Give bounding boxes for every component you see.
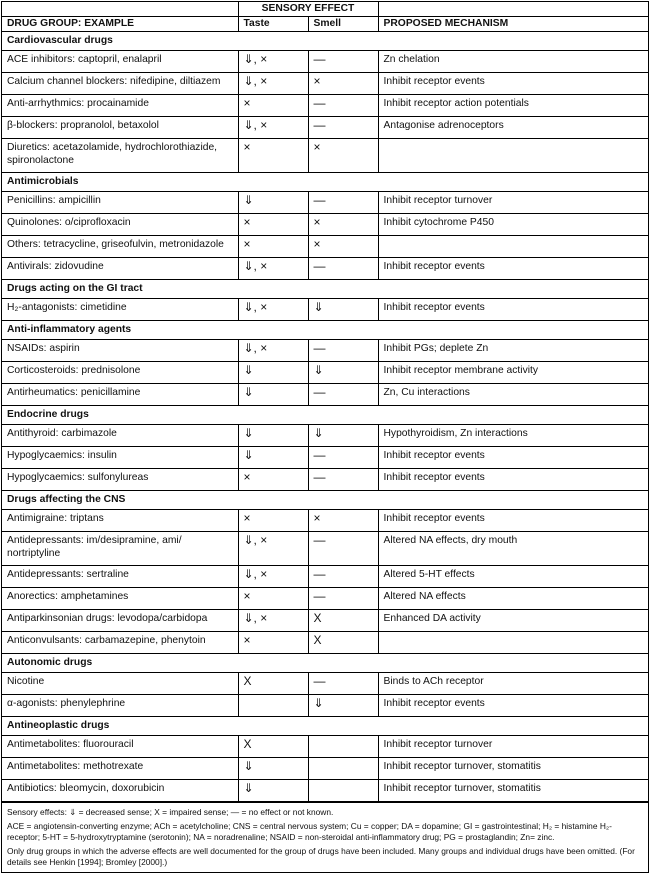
footnote-abbreviations: ACE = angiotensin-converting enzyme; ACh = acetylcholine; CNS = central nervous system; Cu = copper; DA = dopamine; GI = gastrointestinal; H₂ = histamine H₂-receptor; 5-HT = 5-hydroxytryptamine (serotonin); NA = noradrenaline; NSAID = non-steroidal anti-inflammatory drug; PG = prostaglandin; Zn= zinc.	[7, 821, 612, 842]
table-row	[2, 566, 648, 588]
mechanism-cell: Inhibit receptor events	[378, 695, 648, 717]
taste-cell: ⇓, ×	[238, 73, 308, 95]
section-title: Autonomic drugs	[2, 654, 648, 673]
drug-cell: Anti-arrhythmics: procainamide	[2, 95, 238, 117]
section-header-row	[2, 173, 648, 192]
drug-cell: α-agonists: phenylephrine	[2, 695, 238, 717]
section-title: Drugs acting on the GI tract	[2, 280, 648, 299]
mechanism-cell: Inhibit receptor events	[378, 258, 648, 280]
taste-cell: ×	[238, 95, 308, 117]
drug-cell: Hypoglycaemics: insulin	[2, 447, 238, 469]
mechanism-cell: Inhibit receptor turnover, stomatitis	[378, 780, 648, 802]
drug-cell: Antimigraine: triptans	[2, 510, 238, 532]
mechanism-cell: Binds to ACh receptor	[378, 673, 648, 695]
drug-cell: Antidepressants: im/desipramine, ami/ nortriptyline	[2, 532, 238, 566]
section-header-row	[2, 280, 648, 299]
drug-cell: Antithyroid: carbimazole	[2, 425, 238, 447]
drug-cell: Antivirals: zidovudine	[2, 258, 238, 280]
table-row	[2, 610, 648, 632]
taste-cell: ⇓, ×	[238, 299, 308, 321]
table-row	[2, 510, 648, 532]
mechanism-cell: Inhibit receptor events	[378, 447, 648, 469]
footnote-sensory: Sensory effects: ⇓ = decreased sense; X = impaired sense; — = no effect or not known.	[7, 807, 334, 817]
drug-cell: Anticonvulsants: carbamazepine, phenytoin	[2, 632, 238, 654]
table-row	[2, 340, 648, 362]
mechanism-cell: Inhibit receptor action potentials	[378, 95, 648, 117]
smell-cell: ×	[308, 236, 378, 258]
drug-cell: Anorectics: amphetamines	[2, 588, 238, 610]
smell-cell	[308, 780, 378, 802]
taste-cell: ⇓	[238, 192, 308, 214]
section-title: Endocrine drugs	[2, 406, 648, 425]
drug-cell: Antimetabolites: methotrexate	[2, 758, 238, 780]
mechanism-cell: Hypothyroidism, Zn interactions	[378, 425, 648, 447]
smell-cell: X	[308, 632, 378, 654]
mechanism-cell: Enhanced DA activity	[378, 610, 648, 632]
drug-cell: β-blockers: propranolol, betaxolol	[2, 117, 238, 139]
drug-sensory-table	[2, 2, 648, 802]
smell-cell: X	[308, 610, 378, 632]
mechanism-cell: Inhibit receptor turnover, stomatitis	[378, 758, 648, 780]
mechanism-cell: Zn, Cu interactions	[378, 384, 648, 406]
table-row	[2, 780, 648, 802]
section-title: Cardiovascular drugs	[2, 32, 648, 51]
table-row	[2, 736, 648, 758]
header-row	[2, 17, 648, 32]
header-taste: Taste	[238, 17, 308, 32]
smell-cell: ⇓	[308, 425, 378, 447]
section-header-row	[2, 321, 648, 340]
drug-cell: Nicotine	[2, 673, 238, 695]
table-row	[2, 139, 648, 173]
section-title: Antimicrobials	[2, 173, 648, 192]
mechanism-cell: Inhibit receptor turnover	[378, 736, 648, 758]
drug-cell: Penicillins: ampicillin	[2, 192, 238, 214]
drug-cell: Antiparkinsonian drugs: levodopa/carbidopa	[2, 610, 238, 632]
section-header-row	[2, 491, 648, 510]
header-smell: Smell	[308, 17, 378, 32]
mechanism-cell: Inhibit receptor events	[378, 299, 648, 321]
smell-cell: —	[308, 673, 378, 695]
taste-cell: ⇓, ×	[238, 566, 308, 588]
mechanism-cell: Antagonise adrenoceptors	[378, 117, 648, 139]
mechanism-cell: Zn chelation	[378, 51, 648, 73]
drug-cell: Corticosteroids: prednisolone	[2, 362, 238, 384]
mechanism-cell: Inhibit receptor membrane activity	[378, 362, 648, 384]
section-header-row	[2, 717, 648, 736]
table-row	[2, 469, 648, 491]
smell-cell	[308, 758, 378, 780]
table-row	[2, 95, 648, 117]
table-row	[2, 362, 648, 384]
taste-cell	[238, 695, 308, 717]
drug-table-container	[1, 1, 649, 873]
taste-cell: ⇓, ×	[238, 340, 308, 362]
smell-cell: —	[308, 384, 378, 406]
drug-cell: Calcium channel blockers: nifedipine, diltiazem	[2, 73, 238, 95]
table-row	[2, 384, 648, 406]
table-row	[2, 673, 648, 695]
header-sensory-effect: SENSORY EFFECT	[238, 2, 378, 17]
drug-cell: Others: tetracycline, griseofulvin, metronidazole	[2, 236, 238, 258]
footnotes	[2, 802, 648, 872]
table-row	[2, 258, 648, 280]
taste-cell: ×	[238, 632, 308, 654]
smell-cell: —	[308, 192, 378, 214]
table-row	[2, 532, 648, 566]
drug-cell: Diuretics: acetazolamide, hydrochlorothiazide, spironolactone	[2, 139, 238, 173]
section-title: Antineoplastic drugs	[2, 717, 648, 736]
smell-cell	[308, 736, 378, 758]
section-header-row	[2, 406, 648, 425]
drug-cell: Hypoglycaemics: sulfonylureas	[2, 469, 238, 491]
taste-cell: ×	[238, 236, 308, 258]
taste-cell: ⇓, ×	[238, 532, 308, 566]
drug-cell: H₂-antagonists: cimetidine	[2, 299, 238, 321]
smell-cell: ×	[308, 214, 378, 236]
header-drug-group: DRUG GROUP: EXAMPLE	[2, 17, 238, 32]
smell-cell: —	[308, 469, 378, 491]
table-row	[2, 73, 648, 95]
smell-cell: —	[308, 51, 378, 73]
table-row	[2, 425, 648, 447]
section-title: Anti-inflammatory agents	[2, 321, 648, 340]
table-row	[2, 695, 648, 717]
drug-cell: Quinolones: o/ciprofloxacin	[2, 214, 238, 236]
mechanism-cell	[378, 139, 648, 173]
table-row	[2, 632, 648, 654]
smell-cell: ⇓	[308, 299, 378, 321]
taste-cell: ×	[238, 214, 308, 236]
smell-cell: —	[308, 340, 378, 362]
section-header-row	[2, 654, 648, 673]
drug-cell: NSAIDs: aspirin	[2, 340, 238, 362]
taste-cell: ×	[238, 510, 308, 532]
table-row	[2, 758, 648, 780]
smell-cell: —	[308, 258, 378, 280]
drug-cell: Antimetabolites: fluorouracil	[2, 736, 238, 758]
mechanism-cell: Inhibit receptor events	[378, 469, 648, 491]
section-title: Drugs affecting the CNS	[2, 491, 648, 510]
taste-cell: ⇓	[238, 384, 308, 406]
taste-cell: ⇓	[238, 758, 308, 780]
table-row	[2, 51, 648, 73]
mechanism-cell: Altered 5-HT effects	[378, 566, 648, 588]
table-row	[2, 299, 648, 321]
smell-cell: ⇓	[308, 362, 378, 384]
header-blank-left	[2, 2, 238, 17]
smell-cell: —	[308, 566, 378, 588]
drug-cell: Antidepressants: sertraline	[2, 566, 238, 588]
table-row	[2, 588, 648, 610]
taste-cell: X	[238, 673, 308, 695]
section-header-row	[2, 32, 648, 51]
taste-cell: ⇓	[238, 362, 308, 384]
table-row	[2, 214, 648, 236]
smell-cell: ×	[308, 510, 378, 532]
taste-cell: ⇓	[238, 780, 308, 802]
table-row	[2, 447, 648, 469]
taste-cell: ×	[238, 588, 308, 610]
smell-cell: —	[308, 95, 378, 117]
taste-cell: ×	[238, 139, 308, 173]
mechanism-cell: Inhibit receptor turnover	[378, 192, 648, 214]
taste-cell: X	[238, 736, 308, 758]
smell-cell: —	[308, 588, 378, 610]
header-row-top	[2, 2, 648, 17]
drug-cell: ACE inhibitors: captopril, enalapril	[2, 51, 238, 73]
header-blank-right	[378, 2, 648, 17]
smell-cell: ×	[308, 139, 378, 173]
table-row	[2, 117, 648, 139]
taste-cell: ⇓	[238, 447, 308, 469]
taste-cell: ⇓, ×	[238, 258, 308, 280]
mechanism-cell: Inhibit PGs; deplete Zn	[378, 340, 648, 362]
mechanism-cell: Altered NA effects	[378, 588, 648, 610]
taste-cell: ⇓, ×	[238, 51, 308, 73]
smell-cell: ⇓	[308, 695, 378, 717]
taste-cell: ×	[238, 469, 308, 491]
mechanism-cell: Inhibit receptor events	[378, 73, 648, 95]
mechanism-cell: Inhibit cytochrome P450	[378, 214, 648, 236]
table-body	[2, 32, 648, 802]
drug-cell: Antibiotics: bleomycin, doxorubicin	[2, 780, 238, 802]
mechanism-cell	[378, 632, 648, 654]
taste-cell: ⇓, ×	[238, 117, 308, 139]
smell-cell: —	[308, 447, 378, 469]
taste-cell: ⇓, ×	[238, 610, 308, 632]
taste-cell: ⇓	[238, 425, 308, 447]
smell-cell: —	[308, 117, 378, 139]
mechanism-cell: Inhibit receptor events	[378, 510, 648, 532]
drug-cell: Antirheumatics: penicillamine	[2, 384, 238, 406]
smell-cell: —	[308, 532, 378, 566]
table-row	[2, 192, 648, 214]
smell-cell: ×	[308, 73, 378, 95]
mechanism-cell: Altered NA effects, dry mouth	[378, 532, 648, 566]
footnote-note: Only drug groups in which the adverse effects are well documented for the group of drugs have been included. Many groups and individual drugs have been omitted. (For details see Henkin [1994]; Bromley [2000].)	[7, 846, 635, 867]
header-mechanism: PROPOSED MECHANISM	[378, 17, 648, 32]
table-row	[2, 236, 648, 258]
mechanism-cell	[378, 236, 648, 258]
